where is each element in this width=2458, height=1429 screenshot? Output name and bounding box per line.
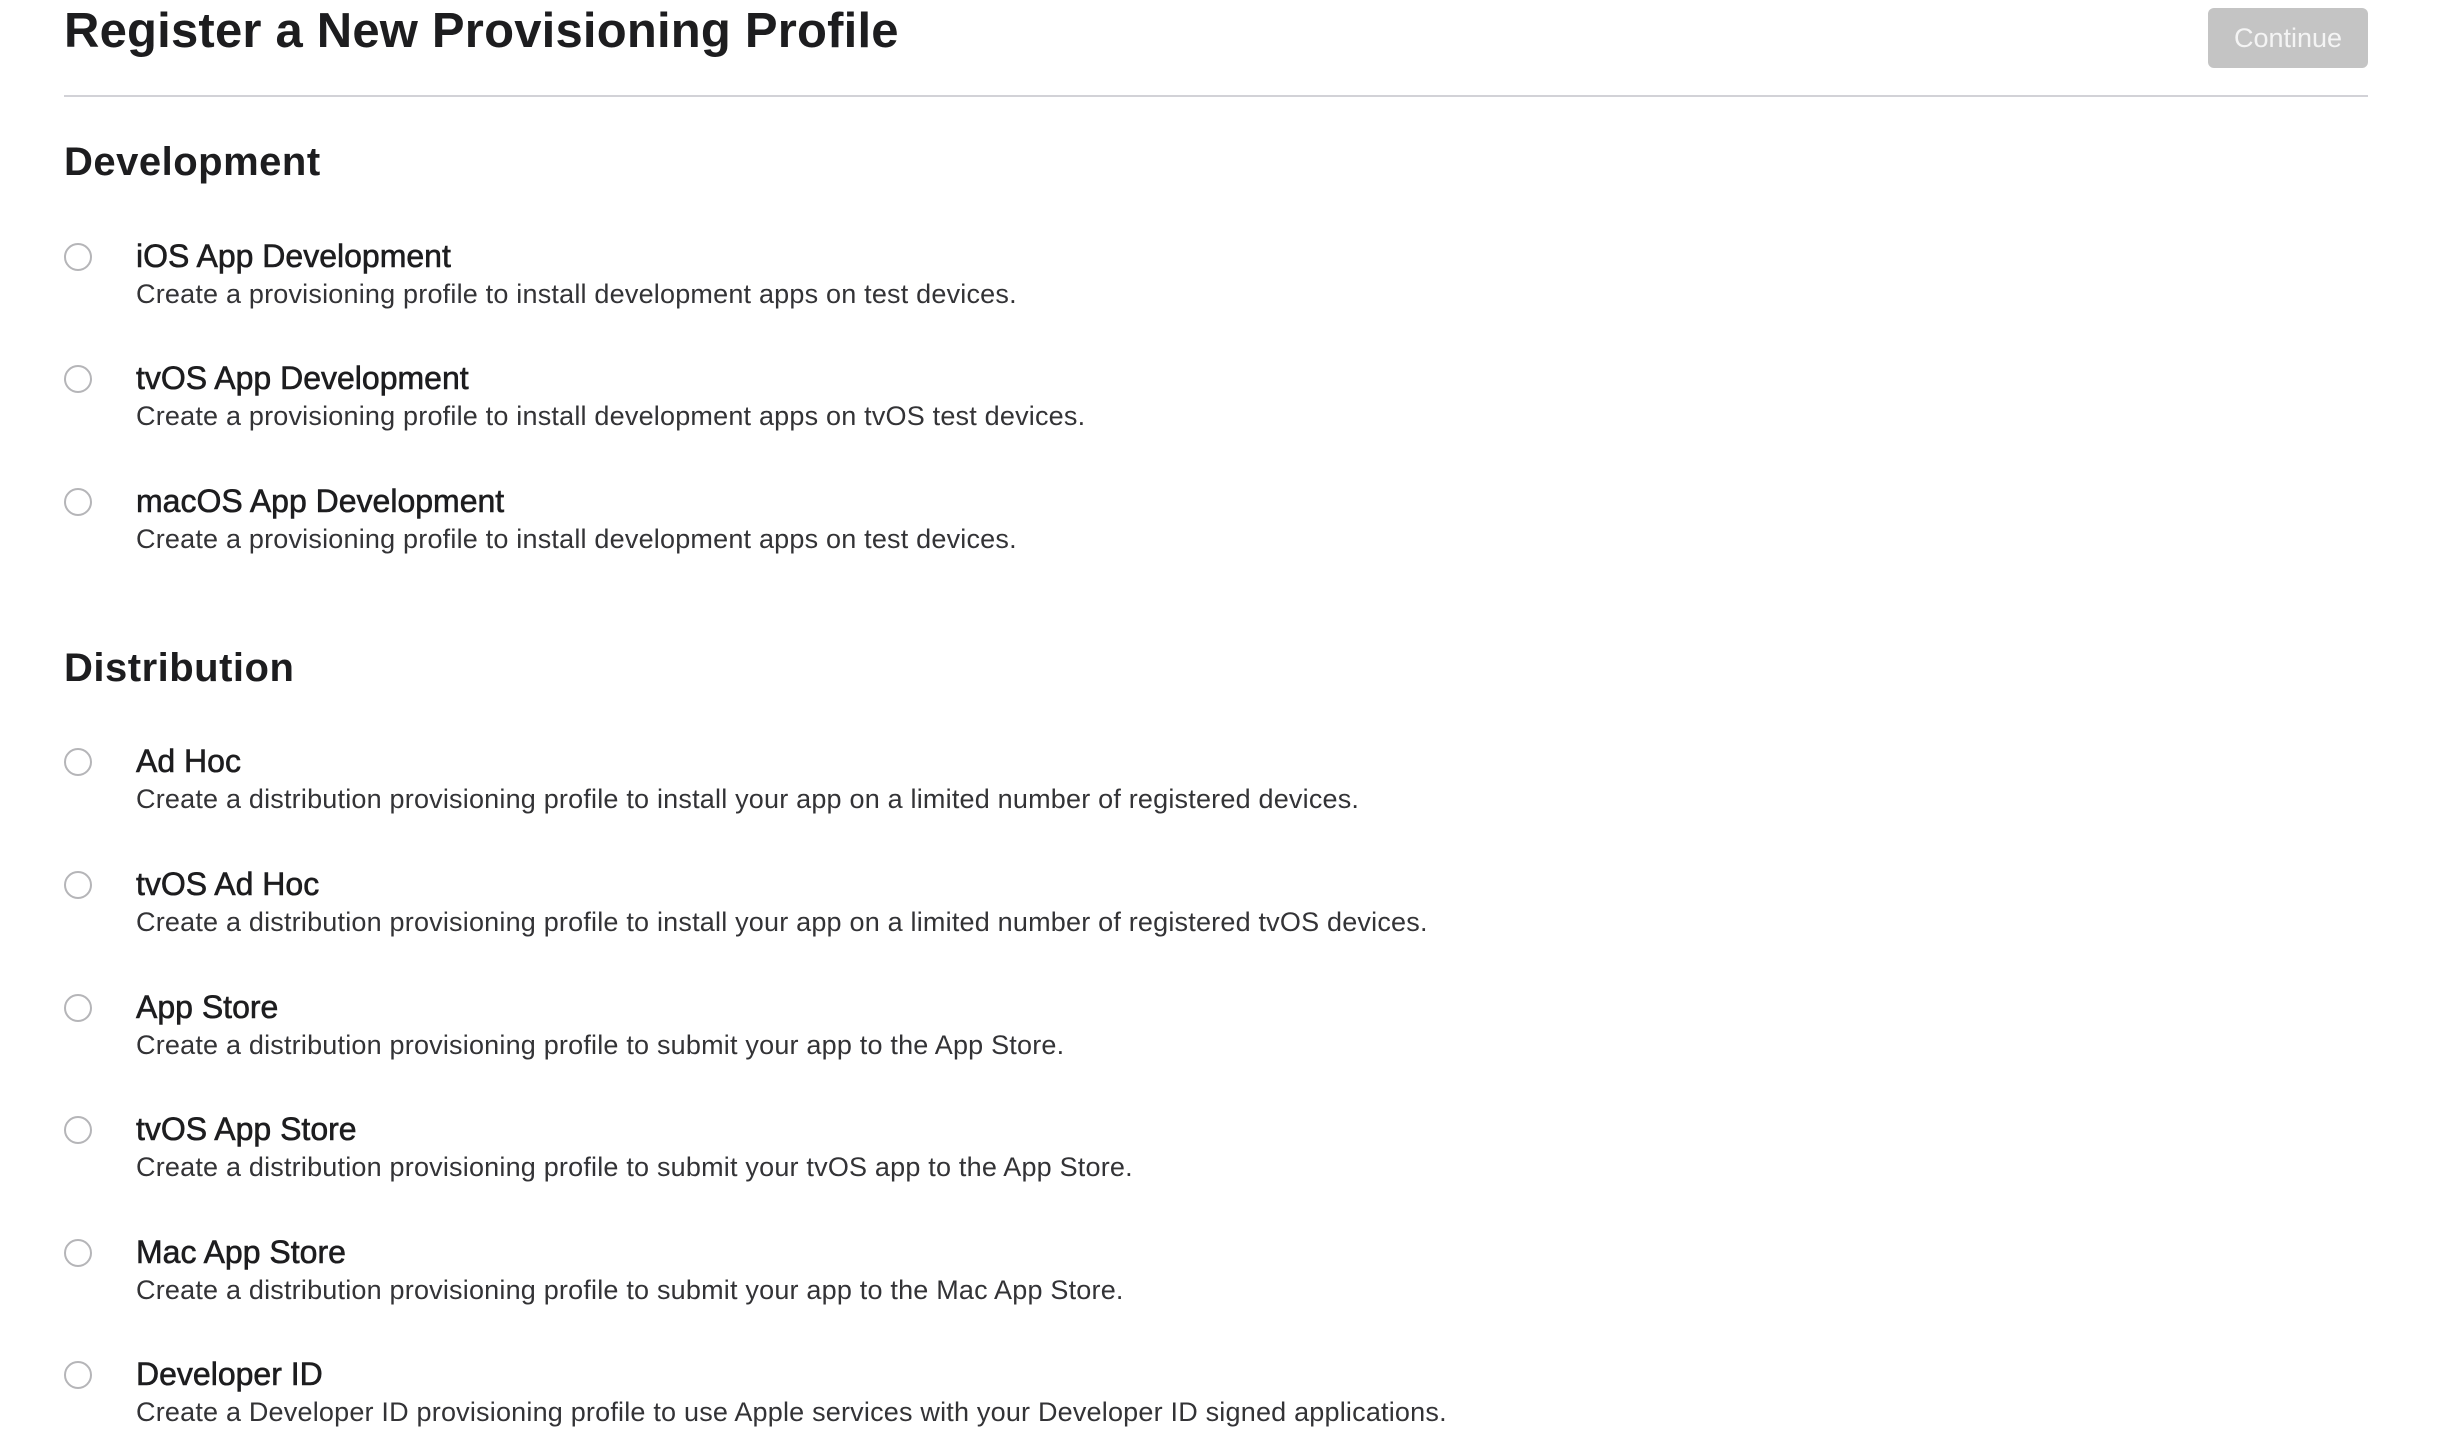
option-label[interactable]: tvOS App Development — [136, 360, 469, 396]
option-tvos-app-development[interactable] — [64, 359, 2368, 459]
option-mac-app-store[interactable] — [64, 1233, 2368, 1333]
page-header — [64, 0, 2368, 97]
option-label[interactable]: Ad Hoc — [136, 743, 241, 779]
radio-button[interactable] — [64, 243, 92, 271]
option-label[interactable]: tvOS App Store — [136, 1111, 357, 1147]
option-label[interactable]: Developer ID — [136, 1356, 323, 1392]
provisioning-profile-page — [64, 0, 2368, 1427]
option-label[interactable]: Mac App Store — [136, 1234, 346, 1270]
option-label[interactable]: tvOS Ad Hoc — [136, 866, 320, 902]
option-description: Create a distribution provisioning profile to submit your tvOS app to the App Store. — [136, 1152, 1133, 1182]
option-description: Create a provisioning profile to install development apps on test devices. — [136, 279, 1017, 309]
section-title-distribution: Distribution — [64, 646, 295, 690]
radio-button[interactable] — [64, 1116, 92, 1144]
radio-button[interactable] — [64, 1239, 92, 1267]
section-title-development: Development — [64, 140, 321, 184]
option-description: Create a distribution provisioning profile to install your app on a limited number of registered devices. — [136, 784, 1360, 814]
option-label[interactable]: macOS App Development — [136, 483, 505, 519]
continue-button[interactable]: Continue — [2208, 8, 2368, 68]
page-title: Register a New Provisioning Profile — [64, 4, 899, 58]
option-tvos-app-store[interactable] — [64, 1110, 2368, 1210]
radio-button[interactable] — [64, 365, 92, 393]
option-label[interactable]: App Store — [136, 989, 279, 1025]
option-ad-hoc[interactable] — [64, 742, 2368, 842]
radio-button[interactable] — [64, 488, 92, 516]
radio-button[interactable] — [64, 871, 92, 899]
option-label[interactable]: iOS App Development — [136, 238, 451, 274]
option-ios-app-development[interactable] — [64, 237, 2368, 337]
option-description: Create a provisioning profile to install development apps on tvOS test devices. — [136, 401, 1086, 431]
option-macos-app-development[interactable] — [64, 482, 2368, 582]
option-description: Create a provisioning profile to install development apps on test devices. — [136, 524, 1017, 554]
option-developer-id[interactable] — [64, 1355, 2368, 1427]
radio-button[interactable] — [64, 748, 92, 776]
option-description: Create a Developer ID provisioning profile to use Apple services with your Developer ID signed applications. — [136, 1397, 1447, 1427]
option-description: Create a distribution provisioning profile to submit your app to the App Store. — [136, 1030, 1065, 1060]
radio-button[interactable] — [64, 994, 92, 1022]
option-app-store[interactable] — [64, 988, 2368, 1088]
option-description: Create a distribution provisioning profile to submit your app to the Mac App Store. — [136, 1275, 1124, 1305]
radio-button[interactable] — [64, 1361, 92, 1389]
option-description: Create a distribution provisioning profile to install your app on a limited number of registered tvOS devices. — [136, 907, 1428, 937]
option-tvos-ad-hoc[interactable] — [64, 865, 2368, 965]
